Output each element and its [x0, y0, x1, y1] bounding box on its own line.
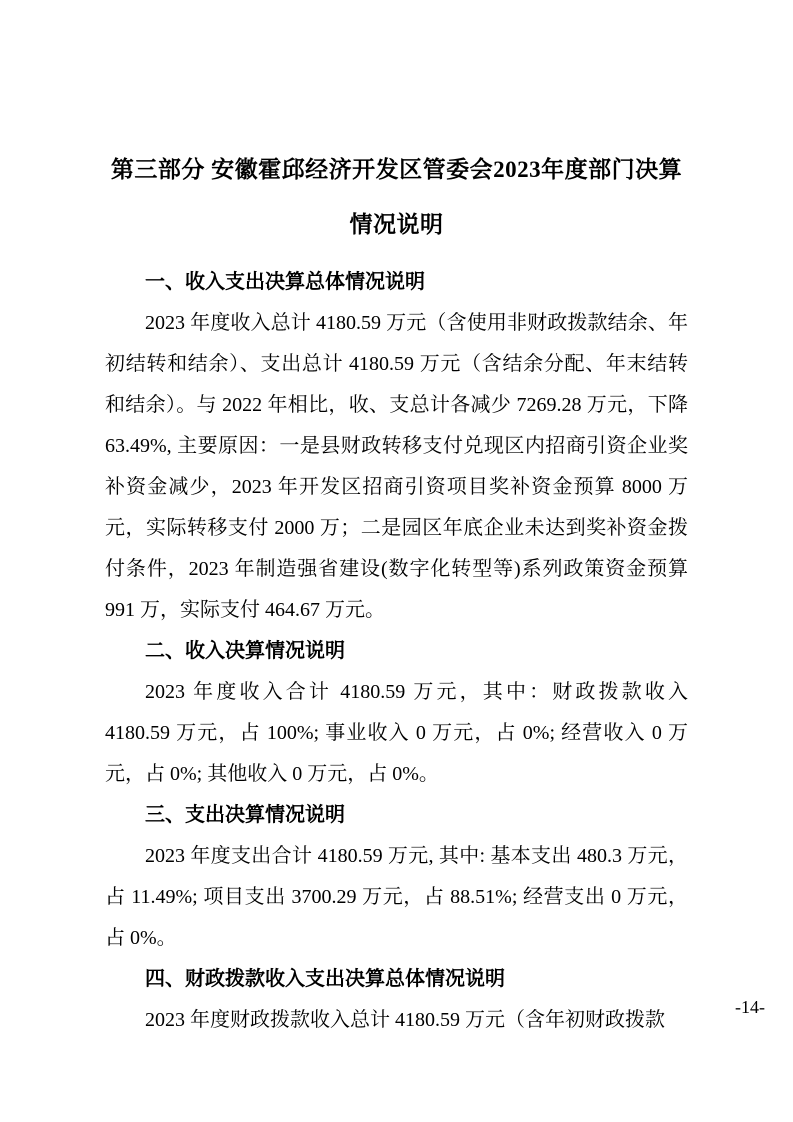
document-title-line2: 情况说明	[349, 212, 444, 237]
section-heading-3: 三、支出决算情况说明	[145, 804, 345, 826]
section-heading-4: 四、财政拨款收入支出决算总体情况说明	[145, 968, 505, 990]
section-heading-2: 二、收入决算情况说明	[145, 640, 345, 662]
section-4-paragraph: 2023 年度财政拨款收入总计 4180.59 万元（含年初财政拨款	[145, 1009, 665, 1031]
document-body	[105, 262, 688, 1041]
page-number: -14-	[735, 997, 765, 1017]
section-1-paragraph: 2023 年度收入总计 4180.59 万元（含使用非财政拨款结余、年初结转和结余）、支出总计 4180.59 万元（含结余分配、年末结转和结余）。与 2022 年相比，收、支总计各减少 7269.28 万元，下降 63.49%, 主要原因：一是县财政转移支付兑现区内招商引资企业奖补资金减少，2023 年开发区招商引资项目奖补资金预算 8000 万元，实际转移支付 2000 万；二是园区年底企业未达到奖补资金拨付条件，2023 年制造强省建设(数字化转型等)系列政策资金预算 991 万，实际支付 464.67 万元。	[105, 312, 688, 621]
section-2-paragraph: 2023 年度收入合计 4180.59 万元，其中：财政拨款收入 4180.59 万元，占 100%; 事业收入 0 万元，占 0%; 经营收入 0 万元，占 0%; 其他收入 0 万元，占 0%。	[105, 681, 688, 785]
section-heading-1: 一、收入支出决算总体情况说明	[145, 271, 425, 293]
document-title-line1: 第三部分 安徽霍邱经济开发区管委会2023年度部门决算	[110, 157, 683, 182]
document-title	[105, 142, 688, 252]
section-3-paragraph: 2023 年度支出合计 4180.59 万元, 其中: 基本支出 480.3 万元，占 11.49%; 项目支出 3700.29 万元，占 88.51%; 经营支出 0 万元，占 0%。	[105, 845, 688, 949]
